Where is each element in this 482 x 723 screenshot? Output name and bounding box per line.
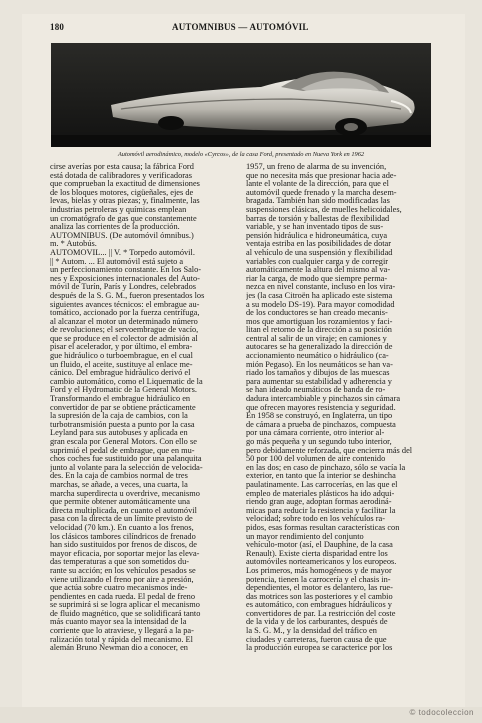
- watermark-bar: [0, 707, 482, 723]
- running-header: [50, 22, 430, 34]
- text-line: || * Autom. ... El automóvil está sujeto a: [50, 257, 184, 266]
- text-line: bragada. También han sido modificadas las: [246, 197, 390, 206]
- text-line: AUTOMÓVIL... || V. * Torpedo automóvil.: [50, 248, 195, 257]
- text-line: al vehículo de una suspensión y flexibilidad: [246, 248, 393, 257]
- text-line: central al salir de un viraje; en camiones y: [246, 334, 387, 343]
- text-line: pero debidamente reforzada, que encierra más del: [246, 446, 413, 455]
- text-line: la S. G. M., y la densidad del tráfico en: [246, 627, 377, 636]
- text-line: nezca en nivel constante, incluso en los vira-: [246, 283, 396, 292]
- text-line: para aumentar su estabilidad y adherencia y: [246, 377, 392, 386]
- text-line: suspensiones clásicas, de muelles helicoidales,: [246, 205, 402, 214]
- text-line: un mayor rendimiento del conjunto: [246, 532, 364, 541]
- text-line: m. * Autobús.: [50, 240, 97, 249]
- text-line: micas para reducir la resistencia y facilitar la: [246, 506, 396, 515]
- text-line: después de la S. G. M., fueron presentados los: [50, 291, 205, 300]
- figure-caption: Automóvil aerodinámico, modelo «Cyrcos», de la casa Ford, presentado en Nueva York en 1962: [117, 151, 365, 158]
- text-line: de fluido magnético, que se solidificará tanto: [50, 609, 201, 618]
- text-line: de los bloques motores, cigüeñales, ejes de: [50, 188, 194, 197]
- text-line: que se produce en el colector de admisión al: [50, 334, 198, 343]
- text-line: convertidor de par se obtiene prácticamente: [50, 403, 196, 412]
- text-line: pidos, esas formas resultan características con: [246, 523, 400, 532]
- text-line: pendientes en cada rueda. El pedal de freno: [50, 592, 196, 601]
- text-line: jes (la casa Citroën ha aplicado este sistema: [246, 291, 393, 300]
- car-photograph: [51, 43, 431, 147]
- text-line: un perfeccionamiento constante. En los Salo-: [50, 266, 202, 275]
- text-line: la supresión de la caja de cambios, con la: [50, 412, 188, 421]
- car-photo-illustration: [51, 43, 431, 147]
- text-line: se suprimirá si se logra aplicar el mecanismo: [50, 601, 200, 610]
- text-line: cirse averías por esta causa; la fábrica Ford: [50, 163, 194, 171]
- text-line: exterior, en tanto que la interior se deshincha: [246, 472, 396, 481]
- text-line: autocares se ha generalizado la dirección de: [246, 343, 393, 352]
- text-line: velocidad (70 km.). En cuanto a los frenos,: [50, 523, 194, 532]
- text-line: automáticamente la altura del mismo al va-: [246, 266, 391, 275]
- text-line: lante el volante de la dirección, para que el: [246, 180, 389, 189]
- text-line: Los primeros, más homogéneos y de mayor: [246, 566, 392, 575]
- text-line: convertidores de par. La restricción del coste: [246, 609, 396, 618]
- text-line: 1957, un freno de alarma de su invención,: [246, 163, 387, 171]
- text-line: variable, y se han inventado tipos de sus-: [246, 223, 384, 232]
- text-line: dadura intercambiable y pinchazos sin cámara: [246, 395, 401, 404]
- text-line: nes y Exposiciones internacionales del Auto-: [50, 274, 200, 283]
- text-line: cánico. Del embrague hidráulico derivó el: [50, 369, 191, 378]
- text-line: marchas, se añade, a veces, una cuarta, la: [50, 480, 188, 489]
- text-line: variables con cualquier carga y de corregir: [246, 257, 389, 266]
- text-line: que no necesita más que presionar hacia ade-: [246, 171, 397, 180]
- text-line: móvil de Turín, París y Londres, celebrados: [50, 283, 196, 292]
- text-line: automóviles norteamericanos y los europeos.: [246, 558, 397, 567]
- text-line: velocidad; sobre todo en los vehículos ra-: [246, 515, 386, 524]
- text-line: analiza las corrientes de la producción.: [50, 223, 180, 232]
- text-line: litan el retorno de la dirección a su posición: [246, 326, 392, 335]
- text-line: que actúa sobre cuatro mecanismos inde-: [50, 584, 188, 593]
- text-line: Transformando el embrague hidráulico en: [50, 395, 191, 404]
- text-line: pisar el acelerador, y por último, el embra-: [50, 343, 193, 352]
- text-line: que ofrecen mayores resistencia y seguridad.: [246, 403, 396, 412]
- text-line: en las dos; en caso de pinchazo, sólo se vacía la: [246, 463, 406, 472]
- left-text-column: [50, 163, 235, 685]
- text-line: más cuanto mayor sea la intensidad de la: [50, 618, 187, 627]
- text-line: turbotransmisión puesta a punto por la casa: [50, 420, 195, 429]
- text-line: Ford y el Hydromatic de la General Motors.: [50, 386, 197, 395]
- text-line: cambio automático, como el Liquematic de la: [50, 377, 203, 386]
- text-line: de los conductores se han creado mecanis-: [246, 309, 388, 318]
- text-line: ciudades y carreteras, fueron causa de que: [246, 635, 387, 644]
- text-line: 50 por 100 del volumen de aire contenido: [246, 455, 386, 464]
- text-line: que permite obtener automáticamente una: [50, 498, 190, 507]
- text-line: paulatinamente. Las carrocerías, en las que el: [246, 480, 398, 489]
- text-line: a su modelo DS-19). Para mayor comodidad: [246, 300, 395, 309]
- text-line: AUTOMNIBUS. (De automóvil ómnibus.): [50, 231, 194, 240]
- text-line: mos que amortiguan los rozamientos y faci-: [246, 317, 393, 326]
- text-line: empleo de materiales plásticos ha ido adqui-: [246, 489, 395, 498]
- text-line: la producción europea se caracterice por los: [246, 644, 393, 653]
- text-line: ralización total y rápida del mecanismo. El: [50, 635, 193, 644]
- text-line: al alcanzar el motor un determinado número: [50, 317, 198, 326]
- text-line: riado los tamaños y dibujos de las muescas: [246, 369, 390, 378]
- text-line: ventaja estriba en las posibilidades de dotar: [246, 240, 392, 249]
- text-line: está dotada de calibradores y verificadoras: [50, 171, 193, 180]
- text-line: los clásicos tambores cilíndricos de frenado: [50, 532, 196, 541]
- text-line: das motrices son las posteriores y el cambio: [246, 592, 393, 601]
- text-line: han sido sustituidos por frenos de discos, de: [50, 541, 197, 550]
- text-line: pensión hidráulica e hidroneumática, cuya: [246, 231, 388, 240]
- text-line: por una cámara corriente, otro interior al-: [246, 429, 385, 438]
- text-line: se han ideado neumáticos de banda de ro-: [246, 386, 386, 395]
- text-line: corriente que lo atraviese, y llegará a la pa-: [50, 627, 194, 636]
- text-line: marcha superdirecta u overdrive, mecanismo: [50, 489, 200, 498]
- text-line: es automático, con embragues hidráulicos y: [246, 601, 392, 610]
- text-line: viene utilizando el freno por aire a presión,: [50, 575, 194, 584]
- text-line: barras de torsión y ballestas de flexibilidad: [246, 214, 390, 223]
- text-line: siguientes avances técnicos: el embrague au-: [50, 300, 200, 309]
- text-line: accionamiento neumático o hidráulico (ca-: [246, 352, 389, 361]
- text-line: gue hidráulico o turboembrague, en el cual: [50, 352, 193, 361]
- text-line: automóvil quede frenado y la marcha desem-: [246, 188, 397, 197]
- text-line: junto al volante para la selección de velocida-: [50, 463, 203, 472]
- right-text-column: [246, 163, 431, 685]
- text-line: go más pequeña y un segundo tubo interior,: [246, 438, 392, 446]
- text-line: industrias petroleras y químicas emplean: [50, 205, 187, 214]
- text-line: de la vida y de los carburantes, después de: [246, 618, 388, 627]
- text-line: potencia, tienen la carrocería y el chasis in-: [246, 575, 391, 584]
- text-line: rante su acción; en los vehículos pesados se: [50, 566, 196, 575]
- page-number: 180: [50, 22, 65, 32]
- text-line: suprimió el pedal de embrague, que en mu-: [50, 446, 195, 455]
- text-line: gran escala por General Motors. Con ello se: [50, 438, 197, 446]
- text-line: mayor eficacia, por soportar mejor las eleva-: [50, 549, 200, 558]
- watermark-text: © todocoleccion: [409, 708, 474, 717]
- text-line: riendo gran auge, adoptan formas aerodiná-: [246, 498, 392, 507]
- text-line: Renault). Existe cierta disparidad entre los: [246, 549, 388, 558]
- text-line: alemán Bruno Newman dio a conocer, en: [50, 644, 188, 653]
- text-line: Leyland para sus autobuses y aplicada en: [50, 429, 188, 438]
- text-line: des. En la caja de cambios normal de tres: [50, 472, 188, 481]
- running-title: AUTOMNIBUS — AUTOMÓVIL: [172, 22, 309, 32]
- text-line: que comprueban la exactitud de dimensiones: [50, 180, 200, 189]
- text-line: En 1958 se construyó, en Inglaterra, un tipo: [246, 412, 393, 421]
- text-line: chos coches fue sustituido por una palanquita: [50, 455, 202, 464]
- text-line: mión Pegaso). En los neumáticos se han va-: [246, 360, 393, 369]
- text-line: de cámara a prueba de pinchazos, compuesta: [246, 420, 396, 429]
- text-line: de revoluciones; el servoembrague de vacío,: [50, 326, 199, 335]
- text-line: un cromatógrafo de gas que constantemente: [50, 214, 197, 223]
- text-line: vehículo-motor (así, el Dauphine, de la casa: [246, 541, 393, 550]
- text-line: riar la carga, de modo que siempre perma-: [246, 274, 388, 283]
- text-line: directa multiplicada, en cuanto el automóvil: [50, 506, 197, 515]
- text-line: das temperaturas a que son sometidos du-: [50, 558, 190, 567]
- text-line: pasa con la directa de un límite previsto de: [50, 515, 193, 524]
- text-line: dependientes, el motor es delantero, las rue-: [246, 584, 393, 593]
- text-line: tomático, accionado por la fuerza centrífuga,: [50, 309, 200, 318]
- text-line: levas, bielas y otras piezas; y, finalmente, las: [50, 197, 200, 206]
- text-line: un fluido, el aceite, sustituye al enlace me-: [50, 360, 193, 369]
